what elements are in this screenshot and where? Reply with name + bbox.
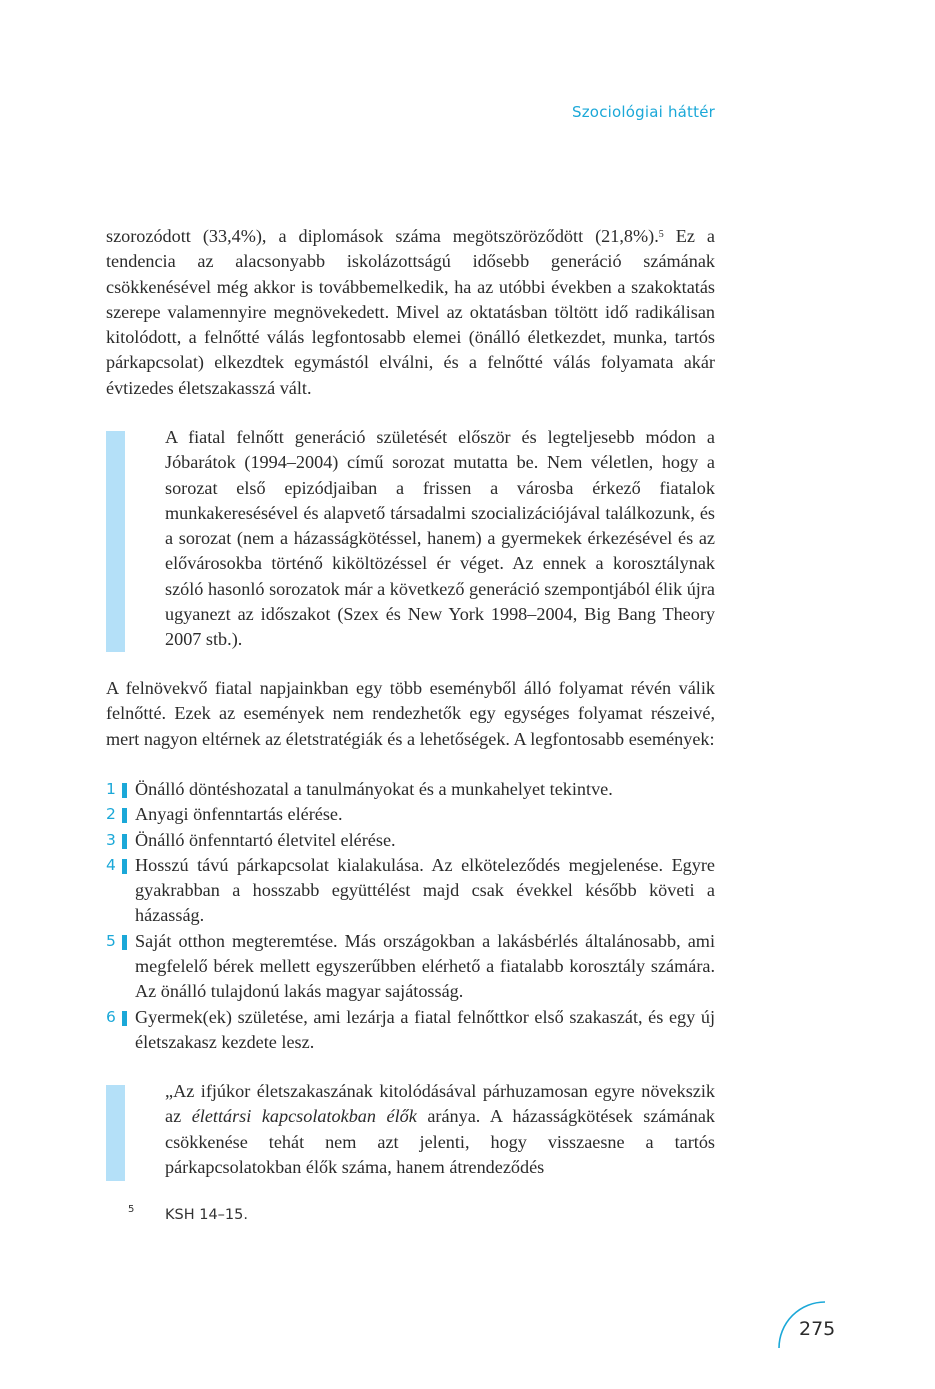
list-number: 3 [106,830,116,849]
highlight-box-2 [106,1079,715,1180]
list-item [106,777,715,802]
body-paragraph-2: A felnövekvő fiatal napjainkban egy több eseményből álló folyamat révén válik felnőtté. Ezek az események nem rendezhetők egy egységes folyamat részeivé, mert nagyon eltérnek az életstratégiák és a lehetőségek. A legfontosabb események: [106,678,715,749]
list-item-text: Anyagi önfenntartás elérése. [135,804,343,825]
list-marker [122,834,127,849]
list-item [106,802,715,827]
box-accent-bar [106,431,125,652]
list-item [106,1005,715,1056]
page-number: 275 [799,1318,836,1340]
footnote-mark: 5 [128,1204,135,1215]
list-item-text: Saját otthon megteremtése. Más országokban a lakásbérlés általánosabb, ami megfelelő bérek mellett egyszerűbben elérhető a fiatalabb korosztály számára. Az önálló tulajdonú lakás magyar sajátosság. [135,930,715,1002]
list-item [106,828,715,853]
paragraph-text: szorozódott (33,4%), a diplomások száma megötszöröződött (21,8%). [106,226,659,246]
highlight-box-1 [106,425,715,653]
list-marker [122,859,127,874]
body-paragraph-1 [106,224,715,401]
footnote-reference[interactable]: 5 [658,229,664,240]
list-item-text: Önálló döntéshozatal a tanulmányokat és a munkahelyet tekintve. [135,779,613,799]
list-item-text: Önálló önfenntartó életvitel elérése. [135,829,396,850]
box-accent-bar [106,1085,125,1181]
list-item-text: Hosszú távú párkapcsolat kialakulása. Az elköteleződés megjelenése. Egyre gyakrabban a hosszabb együttélést majd csak évekkel később követi a házasság. [135,854,715,926]
list-item [106,853,715,929]
events-list [106,777,715,1055]
quote-text: „Az ifjúkor életszakaszának kitolódásával párhuzamosan egyre növekszik az [165,1081,715,1127]
list-number: 6 [106,1007,116,1026]
running-head: Szociológiai háttér [572,103,715,121]
highlight-box-text: A fiatal felnőtt generáció születését először és legteljesebb módon a Jóbarátok (1994–2004) című sorozat mutatta be. Nem véletlen, hogy a sorozat első epizódjaiban a frissen a városba érkező fiatalok munkakeresésével és alapvető társadalmi szocializációjával találkozunk, és a sorozat (nem a házasságkötéssel, hanem) a gyermekek érkezésével és az elővárosokba történő kiköltözéssel ér véget. Az ennek a korosztálynak szóló hasonló sorozatok már a következő generáció szempontjából élik újra ugyanezt az időszakot (Szex és New York 1998–2004, Big Bang Theory 2007 stb.). [165,427,715,650]
quote-text: aránya. A házasságkötések számának csökkenése tehát nem azt jelenti, hogy visszaesne a tartós párkapcsolatokban élők száma, hanem átrendeződés [165,1106,715,1177]
list-marker [122,1011,127,1026]
list-marker [122,808,127,823]
highlight-box-text [165,1079,715,1180]
list-number: 4 [106,855,116,874]
list-number: 5 [106,931,116,950]
list-number: 1 [106,780,116,798]
quote-emphasis: élettársi kapcsolatokban élők [191,1106,417,1127]
list-marker [122,783,127,798]
paragraph-text: Ez a tendencia az alacsonyabb iskolázottságú idősebb generáció számának csökkenésével még akkor is továbbemelkedik, ha az utóbbi években a szakoktatás szerepe valamennyire megnövekedett. Mivel az oktatásban töltött idő radikálisan kitolódott, a felnőtté válás legfontosabb elemei (önálló életkezdet, munka, tartós párkapcsolat) elkezdtek egymástól elválni, és a felnőtté válás folyamata akár évtizedes életszakasszá vált. [106,226,715,398]
list-item [106,929,715,1005]
footnote-text: KSH 14–15. [165,1207,248,1223]
list-item-text: Gyermek(ek) születése, ami lezárja a fiatal felnőttkor első szakaszát, és egy új életszakasz kezdete lesz. [135,1006,715,1052]
list-number: 2 [106,805,116,824]
list-marker [122,935,127,950]
